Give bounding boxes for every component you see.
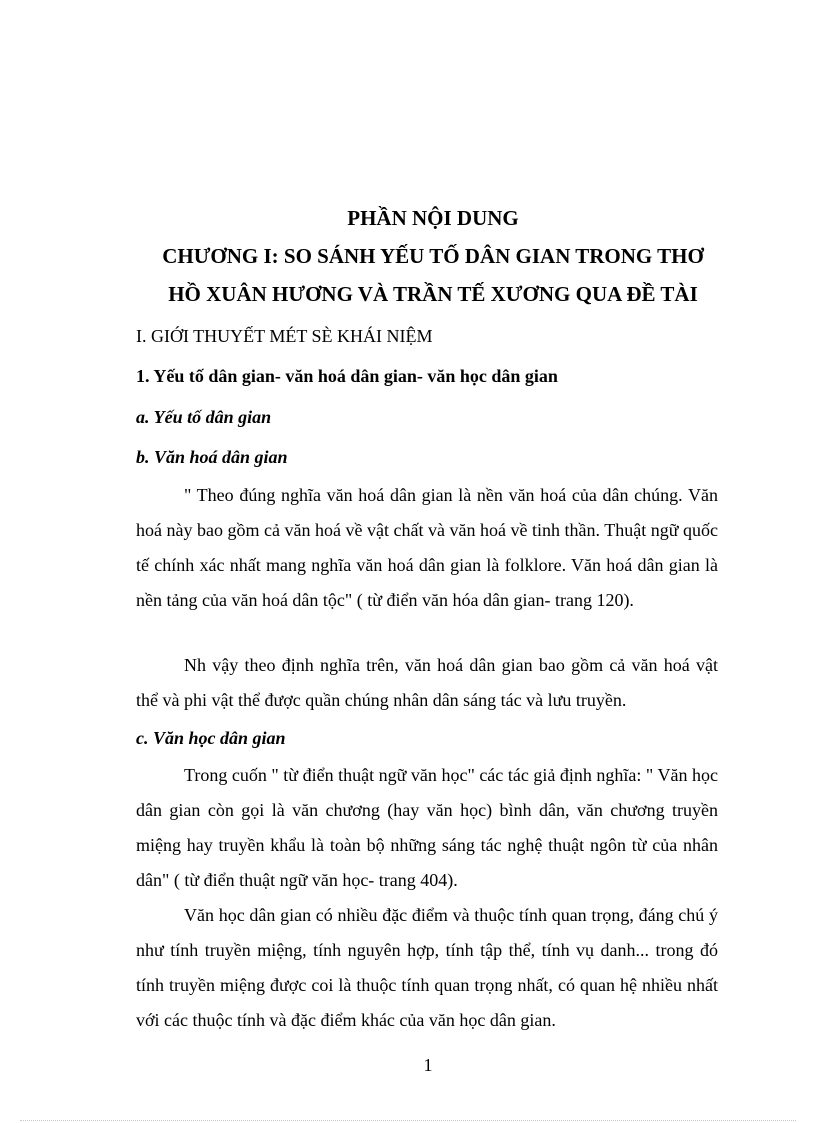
paragraph-folk-literature-definition: Trong cuốn " từ điển thuật ngữ văn học" các tác giả định nghĩa: " Văn học dân gian còn gọi là văn chương (hay văn học) bình dân, văn chương truyền miệng hay truyền khẩu là toàn bộ những sáng tác nghệ thuật ngôn từ của nhân dân" ( từ điển thuật ngữ văn học- trang 404). bbox=[136, 765, 718, 890]
paragraph-folklore-summary: Nh vậy theo định nghĩa trên, văn hoá dân gian bao gồm cả văn hoá vật thể và phi vật thể được quần chúng nhân dân sáng tác và lưu truyền. bbox=[136, 655, 718, 710]
chapter-title-line-1: CHƯƠNG I: SO SÁNH YẾU TỐ DÂN GIAN TRONG THƠ bbox=[162, 244, 704, 268]
section-heading: I. GIỚI THUYẾT MÉT SÈ KHÁI NIỆM bbox=[136, 326, 433, 346]
part-title: PHẦN NỘI DUNG bbox=[347, 206, 519, 230]
chapter-title-line-2: HỒ XUÂN HƯƠNG VÀ TRẦN TẾ XƯƠNG QUA ĐỀ TÀI bbox=[168, 282, 698, 306]
page-bottom-border bbox=[20, 1120, 796, 1121]
item-b-heading: b. Văn hoá dân gian bbox=[136, 447, 288, 467]
paragraph-folklore-definition: " Theo đúng nghĩa văn hoá dân gian là nền văn hoá của dân chúng. Văn hoá này bao gồm cả văn hoá về vật chất và văn hoá về tinh thần. Thuật ngữ quốc tế chính xác nhất mang nghĩa văn hoá dân gian là folklore. Văn hoá dân gian là nền tảng của văn hoá dân tộc" ( từ điển văn hóa dân gian- trang 120). bbox=[136, 485, 718, 610]
item-c-heading: c. Văn học dân gian bbox=[136, 728, 286, 748]
page-number: 1 bbox=[423, 1055, 433, 1075]
item-a-heading: a. Yếu tố dân gian bbox=[136, 407, 272, 427]
subsection-heading: 1. Yếu tố dân gian- văn hoá dân gian- văn học dân gian bbox=[136, 366, 558, 386]
paragraph-folk-literature-traits: Văn học dân gian có nhiều đặc điểm và thuộc tính quan trọng, đáng chú ý như tính truyền miệng, tính nguyên hợp, tính tập thể, tính vụ danh... trong đó tính truyền miệng được coi là thuộc tính quan trọng nhất, có quan hệ nhiều nhất với các thuộc tính và đặc điểm khác của văn học dân gian. bbox=[136, 905, 718, 1030]
